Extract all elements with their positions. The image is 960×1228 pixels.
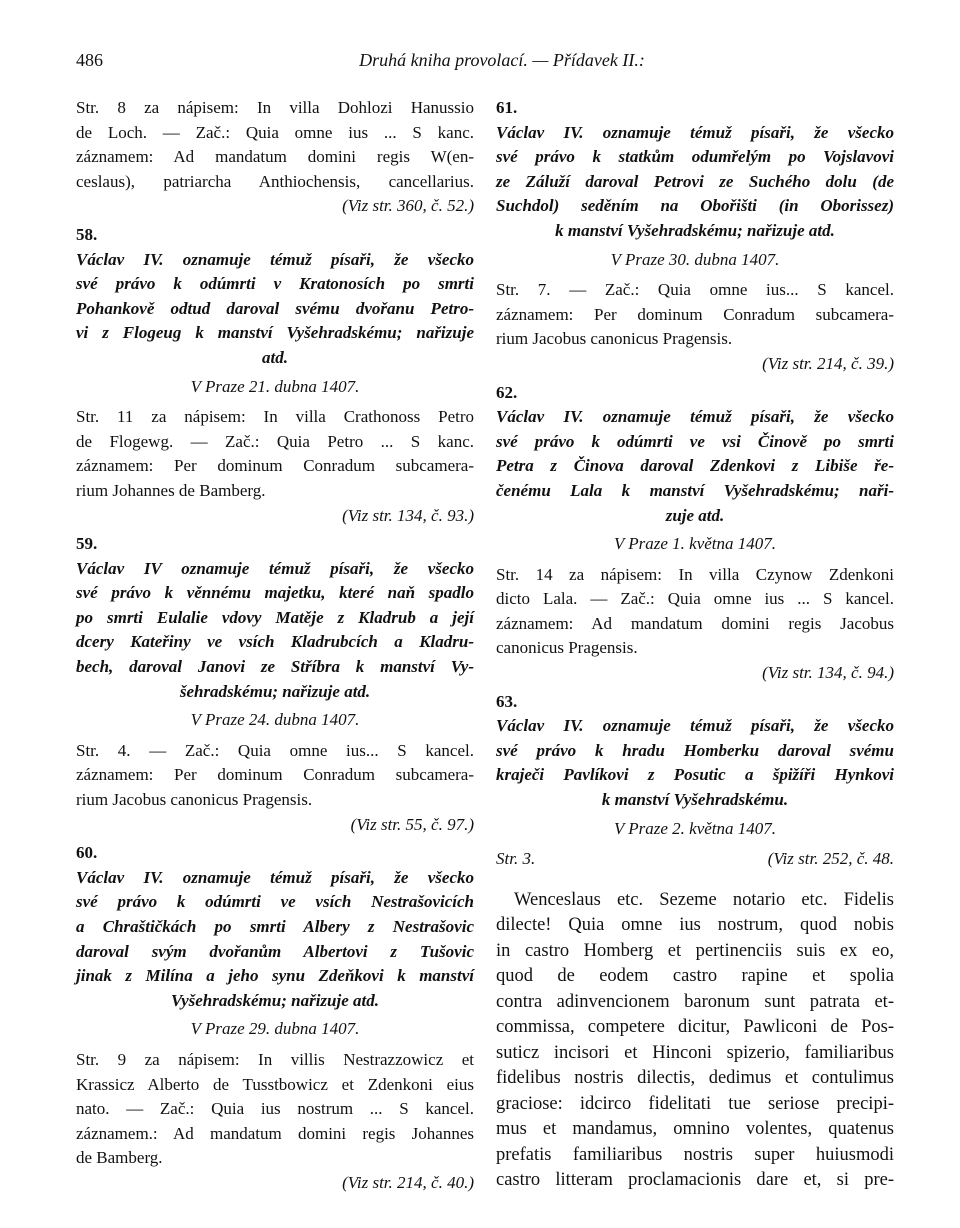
source-line: dicto Lala. — Zač.: Quia omne ius ... S kancel. [496,589,894,609]
summary-line: své právo k věnnému majetku, které naň spadlo [76,583,474,603]
source-line: Str. 14 za nápisem: In villa Czynow Zdenkoni [496,564,894,584]
text-line: ceslaus), patriarcha Anthiochensis, cancellarius. [76,171,474,191]
source-line: záznamem: Per dominum Conradum subcamera- [76,456,474,476]
summary-line: Václav IV. oznamuje témuž písaři, že všecko [76,249,474,269]
text-line: prefatis familiaribus nostris super huiusmodi [496,1144,894,1165]
summary-line: své právo k odúmrti v Kratonosích po smrti [76,274,474,294]
entry-number: 62. [496,382,518,402]
source-line: Str. 11 za nápisem: In villa Crathonoss Petro [76,407,474,427]
entry-number: 63. [496,691,518,711]
cross-reference: (Viz str. 134, č. 94.) [762,663,894,683]
entry-63 [496,690,894,872]
text-line: fidelibus nostris dilectis, dedimus et contulimus [496,1068,894,1089]
entry-58 [76,223,474,528]
summary-line: zuje atd. [665,505,725,525]
source-line: Str. 3. [496,849,536,869]
source-line: záznamem: Per dominum Conradum subcamera- [76,765,474,785]
left-column [76,96,474,1196]
text-line: de Loch. — Zač.: Quia omne ius ... S kanc. [76,122,474,142]
entry-number: 61. [496,98,518,117]
summary-line: k manství Vyšehradskému; nařizuje atd. [555,220,835,240]
source-line: Str. 9 za nápisem: In villis Nestrazzowicz et [76,1049,474,1069]
source-line: de Bamberg. [76,1148,163,1168]
summary-line: dcery Kateřiny ve vsích Kladrubcích a Kladru- [76,632,474,652]
summary-line: k manství Vyšehradskému. [601,790,789,810]
text-line: mus et mandamus, omnino volentes, quatenus [496,1119,894,1140]
text-line: contra adinvencionem baronum sunt patrata et- [496,991,894,1012]
entry-date: V Praze 21. dubna 1407. [190,376,360,396]
cross-reference: (Viz str. 252, č. 48. [767,849,894,869]
source-line: záznamem: Per dominum Conradum subcamera- [496,304,894,324]
entry-date: V Praze 30. dubna 1407. [610,249,780,269]
summary-line: své právo k odúmrti ve vsích Nestrašovicích [76,892,474,912]
latin-document-text [496,888,894,1194]
cross-reference: (Viz str. 214, č. 39.) [762,353,894,373]
text-line: castro litteram proclamacionis dare et, si pre- [496,1170,894,1191]
text-line: in castro Homberg et pertinenciis suis ex eo, [496,940,894,961]
entry-date: V Praze 1. května 1407. [613,534,777,554]
summary-line: kraječi Pavlíkovi z Posutic a špižíři Hynkovi [496,765,894,785]
summary-line: bech, daroval Janovi ze Stříbra k manství Vy- [76,657,474,677]
summary-line: Vyšehradskému; nařizuje atd. [171,990,379,1010]
source-line: canonicus Pragensis. [496,638,638,658]
text-line: dilecte! Quia omne ius nostrum, quod nobis [496,915,894,936]
source-line: Str. 4. — Zač.: Quia omne ius... S kancel. [76,740,474,760]
source-line: nato. — Zač.: Quia ius nostrum ... S kancel. [76,1099,474,1119]
summary-line: Václav IV oznamuje témuž písaři, že všecko [76,558,474,578]
cross-reference: (Viz str. 55, č. 97.) [350,814,474,834]
text-line: suticz incisori et Hinconi spizerio, familiaribus [496,1042,894,1063]
entry-number: 59. [76,534,98,554]
entry-number: 58. [76,224,98,244]
page-number: 486 [76,50,103,70]
running-title: Druhá kniha provolací. — Přídavek II.: [359,50,645,70]
summary-line: své právo k odúmrti ve vsi Činově po smrti [496,431,894,451]
summary-line: Pohankově odtud daroval svému dvořanu Petro- [76,298,474,318]
entry-61 [496,96,894,377]
summary-line: Václav IV. oznamuje témuž písaři, že všecko [496,407,894,427]
summary-line: po smrti Eulalie vdovy Matěje z Kladrub a její [76,607,474,627]
summary-line: své právo k statkům odumřelým po Vojslavovi [496,147,894,167]
summary-line: Václav IV. oznamuje témuž písaři, že všecko [496,716,894,736]
text-line: graciose: idcirco fidelitati tue seriose precipi- [496,1093,894,1114]
source-line: záznamem: Ad mandatum domini regis Jacobus [496,613,894,633]
entry-date: V Praze 2. května 1407. [613,818,777,838]
source-line: Krassicz Alberto de Tusstbowicz et Zdenkoni eius [76,1074,474,1094]
source-line: Str. 7. — Zač.: Quia omne ius... S kancel. [496,280,894,300]
text-line: Wenceslaus etc. Sezeme notario etc. Fidelis [514,889,894,910]
entry-62 [496,381,894,686]
source-line: rium Jacobus canonicus Pragensis. [76,790,313,810]
text-line: commissa, competere dicitur, Pawliconi de Pos- [496,1017,894,1038]
summary-line: Václav IV. oznamuje témuž písaři, že všecko [496,122,894,142]
summary-line: daroval svým dvořanům Albertovi z Tušovic [76,941,474,961]
summary-line: Petra z Činova daroval Zdenkovi z Libiše ře- [496,456,894,476]
cross-reference: (Viz str. 360, č. 52.) [342,196,474,216]
page-header [76,48,888,74]
summary-line: čenému Lala k manství Vyšehradskému; naři- [496,480,894,500]
intro-note [76,96,474,219]
entry-60 [76,841,474,1195]
entry-59 [76,532,474,837]
summary-line: ze Záluží daroval Petrovi ze Suchého dolu (de [496,171,894,191]
source-line: de Flogewg. — Zač.: Quia Petro ... S kanc. [76,431,474,451]
text-line: záznamem: Ad mandatum domini regis W(en- [76,147,474,167]
source-line: rium Johannes de Bamberg. [76,480,266,500]
entry-date: V Praze 24. dubna 1407. [190,710,360,730]
summary-line: jinak z Milína a jeho synu Zdeňkovi k manství [76,966,474,986]
cross-reference: (Viz str. 214, č. 40.) [342,1172,474,1192]
summary-line: Václav IV. oznamuje témuž písaři, že všecko [76,867,474,887]
summary-line: Suchdol) seděním na Obořišti (in Oborissez) [496,196,894,216]
source-row [496,847,894,872]
right-column [496,96,894,1194]
entry-date: V Praze 29. dubna 1407. [190,1019,360,1039]
cross-reference: (Viz str. 134, č. 93.) [342,505,474,525]
summary-line: šehradskému; nařizuje atd. [179,681,371,701]
source-line: záznamem.: Ad mandatum domini regis Johannes [76,1123,474,1143]
summary-line: atd. [262,347,288,367]
summary-line: a Chraštičkách po smrti Albery z Nestrašovic [76,917,474,936]
source-line: rium Jacobus canonicus Pragensis. [496,329,733,349]
entry-number: 60. [76,843,98,863]
summary-line: své právo k hradu Homberku daroval svému [496,740,894,760]
summary-line: vi z Flogeug k manství Vyšehradskému; nařizuje [76,323,474,343]
text-line: quod de eodem castro rapine et spolia [496,966,894,987]
text-line: Str. 8 za nápisem: In villa Dohlozi Hanussio [76,98,474,117]
